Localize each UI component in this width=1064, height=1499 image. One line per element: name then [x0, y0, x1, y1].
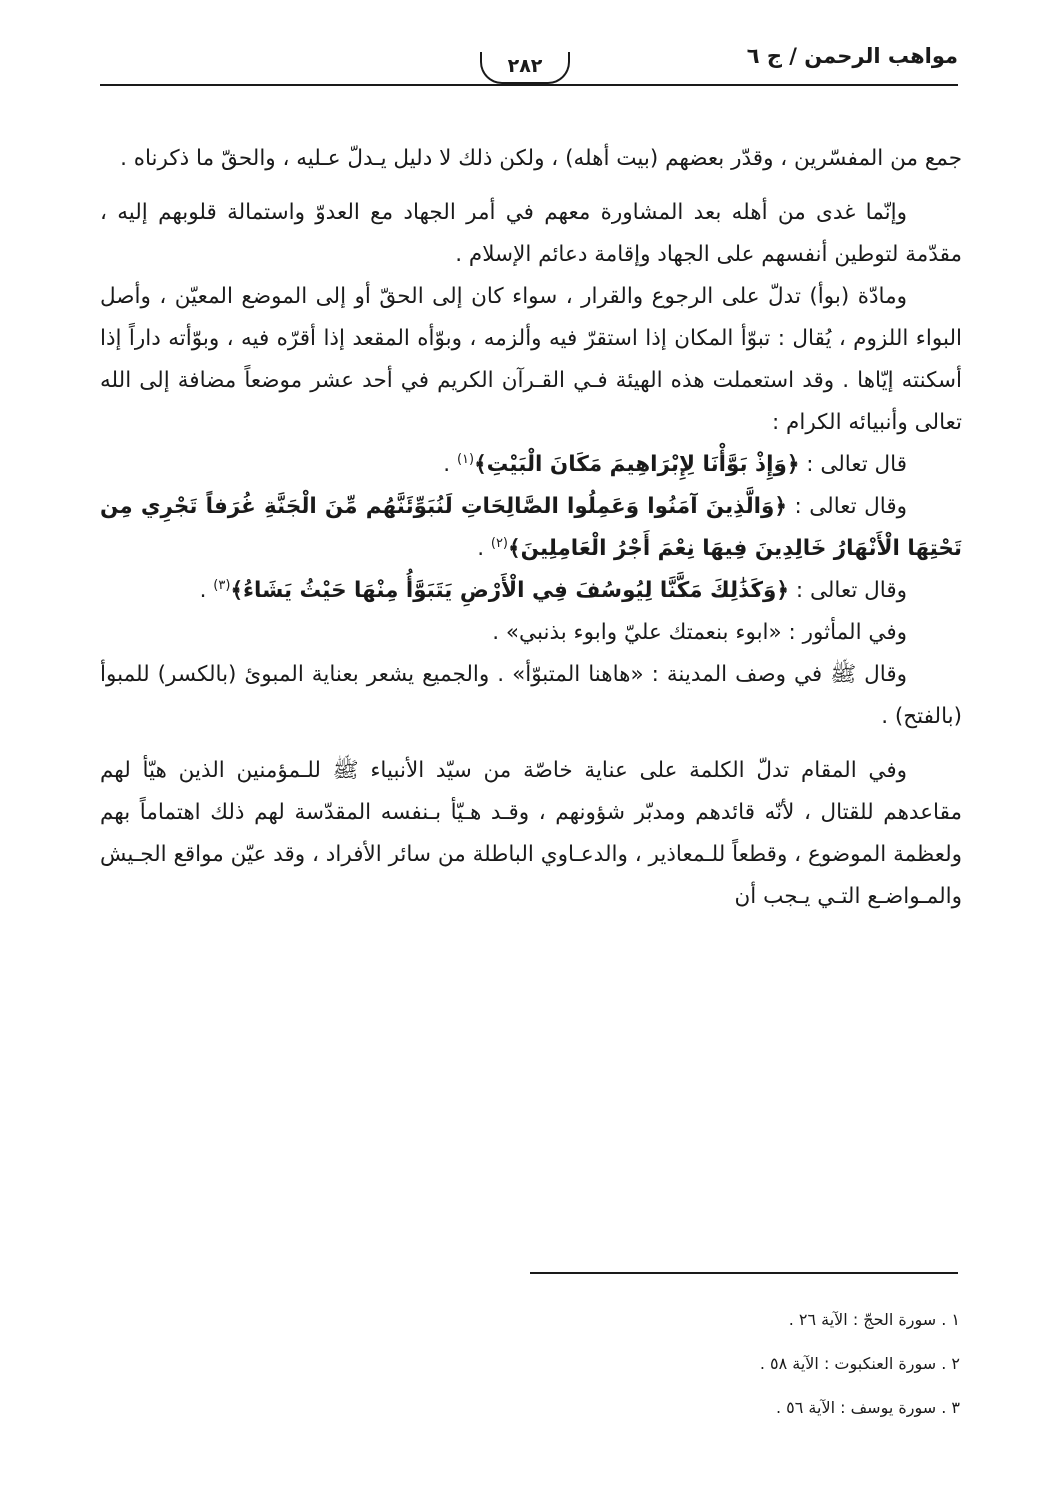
quran-quote-3 [100, 570, 962, 612]
footnote-3: ٣ . سورة يوسف : الآية ٥٦ . [775, 1398, 960, 1417]
header-rule [100, 84, 958, 86]
footnote-1: ١ . سورة الحجّ : الآية ٢٦ . [788, 1310, 960, 1329]
running-title: مواهب الرحمن / ج ٦ [746, 44, 958, 68]
quote-intro: وقال تعالى : [787, 494, 907, 519]
paragraph-6: وفي المقام تدلّ الكلمة على عناية خاصّة من سيّد الأنبياء ﷺ للـمؤمنين الذين هيّأ لهم مقاعدهم للقتال ، لأنّه قائدهم ومدبّر شؤونهم ، وقـد هـيّأ بـنفسه المقدّسة لهم ذلك اهتماماً بهم ولعظمة الموضوع ، وقطعاً للـمعاذير ، والدعـاوي الباطلة من سائر الأفراد ، وقد عيّن مواقع الجـيش والمـواضـع التـي يـجب أن [100, 758, 962, 909]
footnotes [360, 1298, 960, 1430]
quran-verse: ﴿وَالَّذِينَ آمَنُوا وَعَمِلُوا الصَّالِحَاتِ لَنُبَوِّئَنَّهُم مِّنَ الْجَنَّةِ غُرَفاً تَجْرِي مِن تَحْتِهَا الْأَنْهَارُ خَالِدِينَ فِيهَا نِعْمَ أَجْرُ الْعَامِلِينَ﴾ [100, 494, 962, 561]
footnote-ref: (١) [456, 451, 475, 467]
paragraph-3: ومادّة (بوأ) تدلّ على الرجوع والقرار ، سواء كان إلى الحقّ أو إلى الموضع المعيّن ، وأصل البواء اللزوم ، يُقال : تبوّأ المكان إذا استقرّ فيه وألزمه ، وبوّأه المقعد إذا أقرّه فيه ، وبوّأته داراً إذا أسكنته إيّاها . وقد استعملت هذه الهيئة فـي القـرآن الكريم في أحد عشر موضعاً مضافة إلى الله تعالى وأنبيائه الكرام : [100, 284, 962, 435]
quran-verse: ﴿وَإِذْ بَوَّأْنَا لِإِبْرَاهِيمَ مَكَانَ الْبَيْتِ﴾ [474, 452, 800, 477]
paragraph-2: وإنّما غدى من أهله بعد المشاورة معهم في أمر الجهاد مع العدوّ واستمالة قلوبهم إليه ، مقدّمة لتوطين أنفسهم على الجهاد وإقامة دعائم الإسلام . [100, 200, 962, 267]
page-header [100, 38, 958, 88]
paragraph-4: وفي المأثور : «ابوء بنعمتك عليّ وابوء بذنبي» . [492, 620, 907, 645]
quote-intro: وقال تعالى : [789, 578, 907, 603]
quote-intro: قال تعالى : [799, 452, 907, 477]
quran-verse: ﴿وَكَذَٰلِكَ مَكَّنَّا لِيُوسُفَ فِي الْأَرْضِ يَتَبَوَّأُ مِنْهَا حَيْثُ يَشَاءُ﴾ [230, 578, 790, 603]
paragraph-5: وقال ﷺ في وصف المدينة : «هاهنا المتبوّأ» . والجميع يشعر بعناية المبوئ (بالكسر) للمبوأ (بالفتح) . [100, 662, 962, 729]
quran-quote-1 [100, 444, 962, 486]
paragraph-1: جمع من المفسّرين ، وقدّر بعضهم (بيت أهله) ، ولكن ذلك لا دليل يـدلّ عـليه ، والحقّ ما ذكرناه . [120, 146, 962, 171]
quran-quote-2 [100, 486, 962, 570]
footnote-2: ٢ . سورة العنكبوت : الآية ٥٨ . [759, 1354, 960, 1373]
footnote-ref: (٢) [490, 535, 508, 551]
punctuation: . [477, 536, 491, 561]
footnote-rule [530, 1272, 958, 1274]
page-number: ٢٨٢ [480, 52, 570, 84]
punctuation: . [199, 578, 214, 603]
main-text [100, 138, 962, 918]
punctuation: . [443, 452, 457, 477]
footnote-ref: (٣) [213, 577, 231, 593]
